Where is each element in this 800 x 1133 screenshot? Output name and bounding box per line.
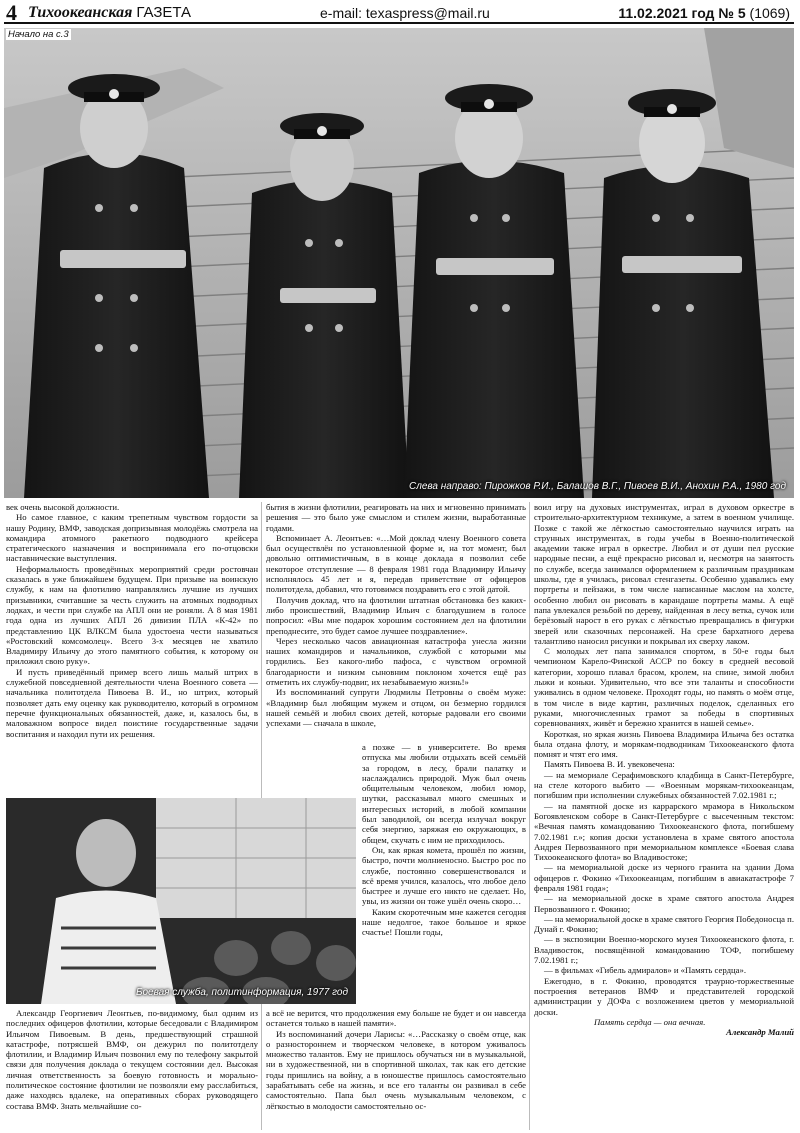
- main-photo-image: [4, 28, 794, 498]
- list-item: — на памятной доске из каррарского мрамора в Никольском Богоявленском соборе в Санкт-Петербурге с высеченным текстом: «Вечная память командованию Тихоокеанского флота, погибшему 7.02.1981 г.»; копия доски установлена в храме святого апостола Андрея Первозванного при мемориальном комплексе «Боевая слава Тихоокеанского флота» во Владивостоке;: [534, 800, 794, 863]
- paragraph: И пусть приведённый пример всего лишь малый штрих в служебной повседневной деятельности члена Военного совета — начальника политотдела Пивоева В. И., но штрих, который позволяет дать ему оценку как руководителю, который в огромном перечне функциональных обязанностей, даже, и, казалось бы, в маловажном вопросе видел поистине государственные задачи воспитания и находил пути их решения.: [6, 666, 258, 739]
- paragraph: а всё не верится, что продолжения ему больше не будет и он навсегда останется только в нашей памяти».: [266, 1008, 526, 1029]
- inset-photo-image: [6, 798, 356, 1004]
- masthead-title: Тихоокеанская: [28, 4, 133, 21]
- list-item: — на мемориальной доске в храме святого Георгия Победоносца п. Дунай г. Фокино;: [534, 913, 794, 935]
- masthead-word: ГАЗЕТА: [136, 4, 192, 21]
- issue-info: [618, 5, 790, 21]
- continued-from-note: Начало на с.3: [8, 29, 69, 40]
- inset-photo-caption: Боевая служба, политинформация, 1977 год: [135, 987, 348, 998]
- email-address[interactable]: e-mail: texaspress@mail.ru: [320, 5, 490, 21]
- page-number: 4: [6, 0, 17, 25]
- paragraph: Через несколько часов авиационная катастрофа унесла жизни наших командиров и начальников, службой с которыми мы гордились. Без какого-либо пафоса, с чувством огромной благодарности и низким сыновним поклоном хочется ещё раз отметить их службу-подвиг, их незабываемую жизнь!»: [266, 635, 526, 688]
- issue-date: 11.02.2021 год: [618, 5, 715, 21]
- paragraph: Неформальность проведённых мероприятий среди ростовчан сказалась в уже ближайшем будущем. При призыве на воинскую службу, к нам на флотилию направлялись лучшие из лучших призывники, считавшие за честь служить на атомных подводных лодках, и чести при службе на АПЛ они не роняли. А 8 мая 1981 года одна из лучших АПЛ 26 дивизии ПЛА «К-42» по представлению ЦК ВЛКСМ была удостоена чести называться «Ростовский комсомолец». Всего 3-х месяцев не хватило Владимиру Ильичу до этого памятного события, к которому он приложил свою руку».: [6, 563, 258, 667]
- paragraph: Александр Георгиевич Леонтьев, по-видимому, был одним из последних офицеров флотилии, которые беседовали с Владимиром Ильичом Пивоевым. В день, предшествующий страшной катастрофе, потрясшей ВМФ, он дежурил по политотделу флотилии, и Владимир Ильич позвонил ему по телефону закрытой связи для получения доклада о текущем состоянии дел. Высокая личная ответственность за боевую готовность и морально-политическое состояние флотилии не позволяли ему расслабиться, даже находясь вдалеке, на оперативных сборах руководящего состава ВМФ. Знать мельчайшие со-: [6, 1008, 258, 1111]
- list-item: — на мемориальной доске в храме святого апостола Андрея Первозванного г. Фокино;: [534, 893, 794, 914]
- list-item: — на мемориале Серафимовского кладбища в Санкт-Петербурге, на стеле которого выбито — «Военным морякам-тихоокеанцам, погибшим при исполнении служебных обязанностей 7.02.1981 г.;: [534, 769, 794, 801]
- paragraph: Память Пивоева В. И. увековечена:: [544, 759, 675, 770]
- column-divider: [529, 502, 530, 1130]
- main-photo: [4, 28, 794, 498]
- article-column-3: [534, 502, 794, 1132]
- list-item: — в фильмах «Гибель адмиралов» и «Память сердца».: [544, 965, 747, 976]
- main-photo-caption: Слева направо: Пирожков Р.И., Балашов В.Г., Пивоев В.И., Анохин Р.А., 1980 год: [408, 481, 786, 492]
- issue-total: (1069): [749, 5, 790, 21]
- list-item: — в экспозиции Военно-морского музея Тихоокеанского флота, г. Владивосток, посвящённой командованию ТОФ, погибшему 7.02.1981 г.;: [534, 934, 794, 966]
- paragraph: а позже — в университете. Во время отпуска мы любили отдыхать всей семьёй за городом, в лесу, брали палатку и наслаждались природой. Муж был очень общительным человеком, любил юмор, шутки, рассказывал много смешных и интересных историй, в любой компании был заводилой, он всегда излучал вокруг себя энергию, заряжая ею окружающих, в общем, скучать с ним не приходилось.: [362, 742, 526, 845]
- paragraph: век очень высокой должности.: [6, 502, 120, 512]
- article-column-1: [6, 502, 258, 792]
- article-column-2-beside-photo: [362, 742, 526, 1006]
- article-column-2: [266, 502, 526, 742]
- page-header: [4, 2, 794, 24]
- paragraph: Получив доклад, что на флотилии штатная обстановка без каких-либо происшествий, Владимир Ильич с благодушием в голосе попросил: «Вы мне подарок хорошим состоянием дел на флотилии преподнесите, это будет самое лучшее поздравление».: [266, 594, 526, 636]
- closing-line: Память сердца — она вечная.: [594, 1016, 706, 1027]
- newspaper-masthead: [28, 4, 191, 22]
- article-column-1-continued: [6, 1008, 258, 1132]
- paragraph: С молодых лет папа занимался спортом, в 50-е годы был чемпионом Карело-Финской АССР по боксу в средней весовой категории, хорошо плавал брасом, кролем, на спине, зимой любил лыжи и коньки. Удивительно, что все эти таланты и способности уживались в одном человеке. Проходят годы, но память о моём отце, в том числе в виде картин, различных поделок, сделанных его руками, многочисленных грамот за победы в спортивных соревнованиях, живёт и бережно хранится в нашей семье».: [534, 646, 794, 729]
- paragraph: бытия в жизни флотилии, реагировать на них и мгновенно принимать решения — это было уже смыслом и стилем жизни, выработанные годами.: [266, 502, 526, 533]
- paragraph: Из воспоминаний супруги Людмилы Петровны о своём муже: «Владимир был любящим мужем и отцом, он безмерно гордился нашей семьёй и любил своих детей, которые радовали его своими успехами — сначала в школе,: [266, 687, 526, 729]
- paragraph: Он, как яркая комета, прошёл по жизни, быстро, почти молниеносно. Быстро рос по службе, постоянно совершенствовался и всё время учился, казалось, что любое дело быстрее и лучше его никто не сделает. Но, увы, из жизни он тоже ушёл очень скоро…: [362, 844, 526, 907]
- article-column-2-continued: [266, 1008, 526, 1132]
- list-item: — на мемориальной доске из черного гранита на здании Дома офицеров г. Фокино «Тихоокеанцам, погибшим в авиакатастрофе 7 февраля 1981 года»;: [534, 862, 794, 893]
- inset-photo: [6, 798, 356, 1004]
- paragraph: Ежегодно, в г. Фокино, проводятся траурно-торжественные построения ветеранов ВМФ и представителей городской администрации у ДОФа с возложением цветов у мемориальной доски.: [534, 975, 794, 1017]
- issue-number: № 5: [718, 5, 746, 21]
- paragraph: Каким скоротечным мне кажется сегодня наше недолгое, такое большое и яркое счастье! Пошли годы,: [362, 906, 526, 938]
- paragraph: Короткая, но яркая жизнь Пивоева Владимира Ильича без остатка была отдана флоту, и морякам-подводникам Тихоокеанского флота помнят и чтят его имя.: [534, 728, 794, 760]
- paragraph: Из воспоминаний дочери Ларисы: «…Рассказку о своём отце, как о разностороннем и творческом человеке, в котором уживалось множество талантов. Ему не пришлось обучаться ни в музыкальной, ни в художественной, ни в спортивной школах, так как его детские годы пришлись на войну, а в юношестве пришлось самостоятельно зарабатывать себе на жизнь, и все его таланты он развивал в себе самостоятельно. Папа был очень музыкальным человеком, с лёгкостью в молодости самостоятельно ос-: [266, 1028, 526, 1111]
- paragraph: Вспоминает А. Леонтьев: «…Мой доклад члену Военного совета был осуществлён по установленной форме и, на тот момент, был довольно оптимистичным, в в конце доклада я позволил себе некоторое отступление — 8 февраля 1981 года Владимиру Ильичу исполнялось 45 лет и я, передав приветствие от офицеров политотдела, добавил, что готовимся поздравить его с этой датой.: [266, 532, 526, 595]
- paragraph: Но самое главное, с каким трепетным чувством гордости за нашу Родину, ВМФ, заводская допризывная молодёжь смотрела на командира атомного ракетного подводного крейсера стратегического назначения и воспринимала его по-отцовски наставнические выступления.: [6, 512, 258, 564]
- paragraph: воил игру на духовых инструментах, играл в духовом оркестре в строительно-архитектурном техникуме, а затем в военном училище. Позже с такой же лёгкостью самостоятельно научился играть на струнных инструментах, в годы учебы в Военно-политической академии также играл в оркестре. Любил и от души пел русские народные песни, а ещё прекрасно рисовал и, несмотря на занятость по службе, всегда занимался оформлением к различным праздникам школы, где я училась, рисовал стенгазеты. Особенно удавались ему портреты и пейзажи, в том числе написанные маслом на холсте, особенно любил он рисовать в карандаше портреты мамы. А ещё папа увлекался резьбой по дереву, найденная в лесу ветка, сучок или берёзовый нарост в его руках с лёгкостью превращались в фигурки зверей или сказочных персонажей. На срезе бархатного дерева талантливо наносил рисунки и покрывал их сверху лаком.: [534, 502, 794, 646]
- author-signature: Александр Малий: [726, 1027, 794, 1038]
